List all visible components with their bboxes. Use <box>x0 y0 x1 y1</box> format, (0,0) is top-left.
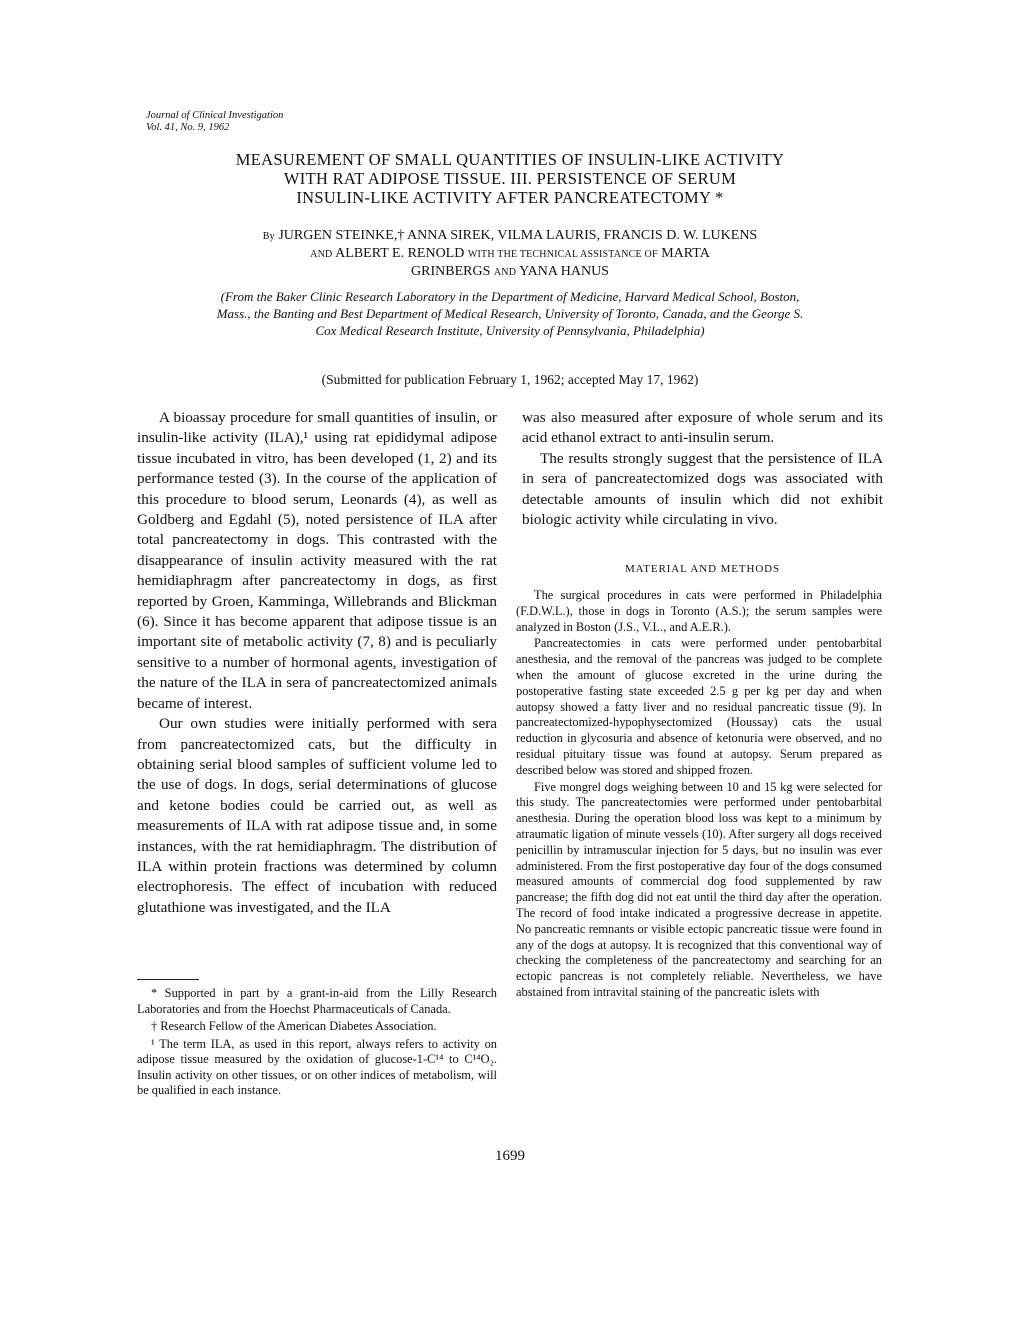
and-label-1: AND <box>310 249 333 260</box>
authors-main: JURGEN STEINKE,† ANNA SIREK, VILMA LAURIS, FRANCIS D. W. LUKENS <box>278 228 758 243</box>
author-renold: ALBERT E. RENOLD <box>335 246 465 261</box>
section-heading-methods: MATERIAL AND METHODS <box>624 563 781 575</box>
author-line-2 <box>150 245 870 263</box>
right-column-intro <box>522 408 883 530</box>
technical-assistance-label: WITH THE TECHNICAL ASSISTANCE OF <box>467 249 658 260</box>
left-paragraph-2: Our own studies were initially performed with sera from pancreatectomized cats, but the difficulty in obtaining serial blood samples of sufficient volume led to the use of dogs. In dogs, serial determinations of glucose and ketone bodies could be carried out, as well as measurements of ILA with rat adipose tissue and, in some instances, with the rat hemidiaphragm. The distribution of ILA within protein fractions was determined by column electrophoresis. The effect of incubation with reduced glutathione was investigated, and the ILA <box>137 715 497 916</box>
assistant-grinbergs: GRINBERGS <box>411 264 491 279</box>
affiliation: (From the Baker Clinic Research Laboratory in the Department of Medicine, Harvard Medical School, Boston, Mass., the Banting and Best Department of Medical Research, University of Toronto, Canada, and the George S. Cox Medical Research Institute, University of Pennsylvania, Philadelphia) <box>216 289 804 338</box>
assistant-hanus: YANA HANUS <box>519 264 609 279</box>
right-paragraph-2: The results strongly suggest that the persistence of ILA in sera of pancreatectomized dogs was associated with detectable amounts of insulin which did not exhibit biologic activity while circulating in vivo. <box>522 449 883 529</box>
right-paragraph-1: was also measured after exposure of whole serum and its acid ethanol extract to anti-insulin serum. <box>522 409 883 447</box>
methods-paragraph-3: Five mongrel dogs weighing between 10 and 15 kg were selected for this study. The pancreatectomies were performed under pentobarbital anesthesia. During the operation blood loss was kept to a minimum by atraumatic ligation of minute vessels (10). After surgery all dogs received penicillin by intramuscular injection for 5 days, but no insulin was ever administered. From the first postoperative day four of the dogs consumed measured amounts of commercial dog food supplemented by raw pancrease; the fifth dog did not eat until the third day after the operation. The record of food intake indicated a progressive decrease in appetite. No pancreatic remnants or visible ectopic pancreatic tissue were found in any of the dogs at autopsy. It is recognized that this conventional way of checking the completeness of the pancreatectomy and searching for an ectopic pancreas is not completely reliable. Nevertheless, we have abstained from intravital staining of the pancreatic islets with <box>516 779 882 999</box>
author-line-3 <box>150 263 870 281</box>
journal-citation <box>146 110 283 134</box>
article-title <box>140 150 880 207</box>
methods-body <box>516 588 882 1002</box>
left-column-body <box>137 408 497 918</box>
title-line-3: INSULIN-LIKE ACTIVITY AFTER PANCREATECTOMY * <box>296 188 724 207</box>
page-number: 1699 <box>495 1148 525 1164</box>
title-line-2: WITH RAT ADIPOSE TISSUE. III. PERSISTENCE OF SERUM <box>283 169 737 188</box>
methods-paragraph-1: The surgical procedures in cats were performed in Philadelphia (F.D.W.L.), those in dogs in Toronto (A.S.); the serum samples were analyzed in Boston (J.S., V.L., and A.E.R.). <box>516 588 882 634</box>
journal-name: Journal of Clinical Investigation <box>146 110 284 121</box>
author-line-1 <box>150 227 870 245</box>
methods-paragraph-2: Pancreatectomies in cats were performed under pentobarbital anesthesia, and the removal of the pancreas was judged to be complete when the amount of glucose excreted in the urine during the postoperative fasting state exceeded 2.5 g per kg per day and when autopsy showed a fatty liver and no residual pancreatic tissue (9). In pancreatectomized-hypophysectomized (Houssay) cats the usual reduction in glycosuria and absence of ketonuria were observed, and no residual pituitary tissue was found at autopsy. Serum prepared as described below was stored and shipped frozen. <box>516 636 882 777</box>
footnote-ila-term: ¹ The term ILA, as used in this report, always refers to activity on adipose tissue measured by the oxidation of glucose-1-C¹⁴ to C¹⁴O₂. Insulin activity on other tissues, or on other indices of metabolism, will be qualified in each instance. <box>137 1036 497 1097</box>
footnote-fellow: † Research Fellow of the American Diabetes Association. <box>151 1019 437 1033</box>
by-label: By <box>262 231 275 242</box>
footnotes <box>137 986 497 1101</box>
assistant-marta: MARTA <box>661 246 710 261</box>
author-list <box>150 227 870 281</box>
footnote-divider <box>137 979 199 980</box>
footnote-support: * Supported in part by a grant-in-aid from the Lilly Research Laboratories and from the Hoechst Pharmaceuticals of Canada. <box>137 986 497 1016</box>
left-paragraph-1: A bioassay procedure for small quantities of insulin, or insulin-like activity (ILA),¹ using rat epididymal adipose tissue incubated in vitro, has been developed (1, 2) and its performance tested (3). In the course of the application of this procedure to blood serum, Leonards (4), as well as Goldberg and Egdahl (5), noted persistence of ILA after total pancreatectomy in dogs. This contrasted with the disappearance of insulin activity measured with the rat hemidiaphragm after pancreatectomy in dogs, as first reported by Groen, Kamminga, Willebrands and Blickman (6). Since it has become apparent that adipose tissue is an important site of metabolic activity (7, 8) and is peculiarly sensitive to a number of hormonal agents, investigation of the nature of the ILA in sera of pancreatectomized animals became of interest. <box>137 409 497 712</box>
title-line-1: MEASUREMENT OF SMALL QUANTITIES OF INSULIN-LIKE ACTIVITY <box>235 150 785 169</box>
submission-dates: (Submitted for publication February 1, 1962; accepted May 17, 1962) <box>321 372 699 387</box>
journal-volume: Vol. 41, No. 9, 1962 <box>146 122 230 133</box>
and-label-2: AND <box>493 267 517 278</box>
